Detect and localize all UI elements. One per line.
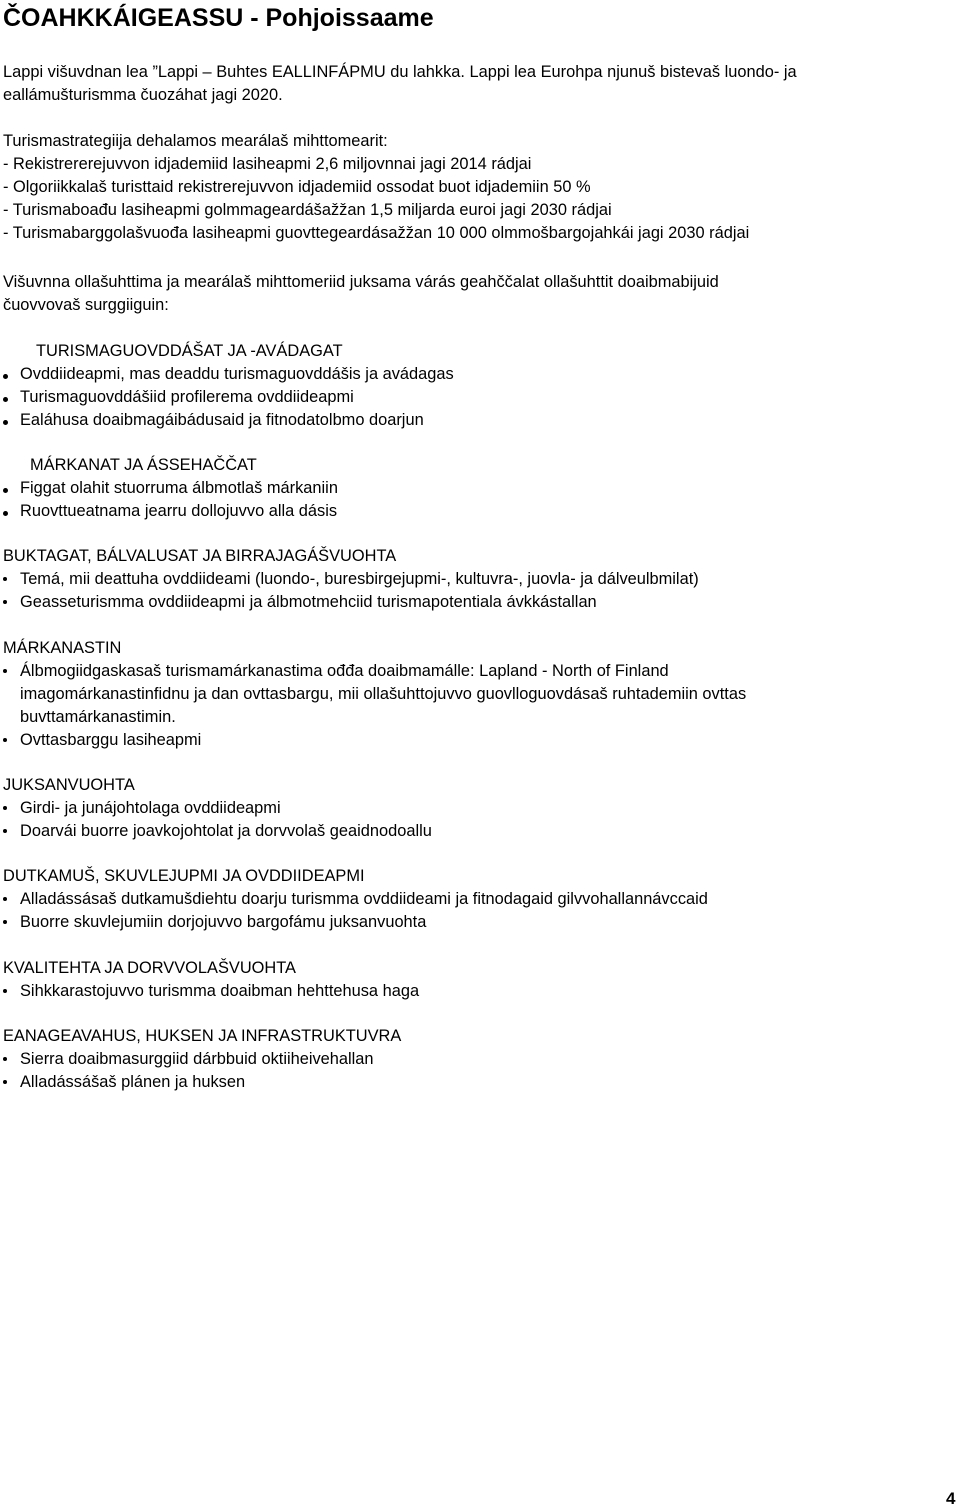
bullet-icon [3,374,8,379]
vision-line: Višuvnna ollašuhttima ja mearálaš mihttomeriid juksama várás geahččalat ollašuhttit doaibmabijuid [3,273,719,291]
bullet-icon [3,577,7,581]
intro-line: eallámušturismma čuozáhat jagi 2020. [3,86,283,104]
list-item: Geasseturismma ovddiideapmi ja álbmotmehciid turismapotentiala ávkkástallan [0,591,955,614]
bullet-icon [3,488,8,493]
list-item: Figgat olahit stuorruma álbmotlaš márkaniin [0,477,955,500]
section-title-products: BUKTAGAT, BÁLVALUSAT JA BIRRAJAGÁŠVUOHTA [3,547,397,565]
bullet-icon [3,806,7,810]
bullet-icon [3,897,7,901]
section-list-research [0,888,955,934]
bullet-icon [3,920,7,924]
list-item: Alladássásaš dutkamušdiehtu doarju turismma ovddiideami ja fitnodagaid gilvvohallannávccaid [0,888,955,911]
intro-paragraph [3,61,953,107]
bullet-icon [3,829,7,833]
section-list-tourism-centres [0,363,955,432]
strategy-goals [3,130,953,245]
document-title: ČOAHKKÁIGEASSU - Pohjoissaame [3,4,434,32]
section-title-accessibility: JUKSANVUOHTA [3,776,135,794]
vision-line: čuovvovaš surggiiguin: [3,296,169,314]
list-item: Girdi- ja junájohtolaga ovddiideapmi [0,797,955,820]
section-list-accessibility [0,797,955,843]
strategy-goal: - Turismaboađu lasiheapmi golmmageardášažžan 1,5 miljarda euroi jagi 2030 rádjai [3,201,612,219]
section-list-marketing [0,660,955,752]
list-item: Turismaguovddášiid profilerema ovddiideapmi [0,386,955,409]
strategy-heading: Turismastrategiija dehalamos mearálaš mihttomearit: [3,132,388,150]
bullet-icon [3,511,8,516]
section-title-research: DUTKAMUŠ, SKUVLEJUPMI JA OVDDIIDEAPMI [3,867,365,885]
bullet-icon [3,669,7,673]
list-item: Temá, mii deattuha ovddiideami (luondo-, buresbirgejupmi-, kultuvra-, juovla- ja dálveulbmilat) [0,568,955,591]
list-item: Buorre skuvlejumiin dorjojuvvo bargofámu juksanvuohta [0,911,955,934]
section-list-markets [0,477,955,523]
section-title-markets: MÁRKANAT JA ÁSSEHAČČAT [30,456,257,474]
page-number: 4 [946,1489,956,1508]
bullet-icon [3,420,8,425]
vision-paragraph [3,271,953,317]
strategy-goal: - Olgoriikkalaš turisttaid rekistrerejuvvon idjademiid ossodat buot idjademiin 50 % [3,178,591,196]
bullet-icon [3,1057,7,1061]
list-item: Alladássášaš plánen ja huksen [0,1071,955,1094]
section-title-tourism-centres: TURISMAGUOVDDÁŠAT JA -AVÁDAGAT [36,342,343,360]
list-item: Ealáhusa doaibmagáibádusaid ja fitnodatolbmo doarjun [0,409,955,432]
section-title-quality: KVALITEHTA JA DORVVOLAŠVUOHTA [3,959,296,977]
strategy-goal: - Rekistrererejuvvon idjademiid lasiheapmi 2,6 miljovnnai jagi 2014 rádjai [3,155,532,173]
list-item: Álbmogiidgaskasaš turismamárkanastima ođđa doaibmamálle: Lapland - North of Finland imagomárkanastinfidnu ja dan ovttasbargu, mii ollašuhttojuvvo guovlloguovdásaš ruhtademiin ovttas buvttamárkanastimin. [0,660,955,729]
bullet-icon [3,397,8,402]
bullet-icon [3,989,7,993]
bullet-icon [3,600,7,604]
section-list-products [0,568,955,614]
list-item: Sihkkarastojuvvo turismma doaibman hehttehusa haga [0,980,955,1003]
list-item: Ovttasbarggu lasiheapmi [0,729,955,752]
section-title-marketing: MÁRKANASTIN [3,639,122,657]
section-list-land-use [0,1048,955,1094]
bullet-icon [3,1080,7,1084]
list-item: Doarvái buorre joavkojohtolat ja dorvvolaš geaidnodoallu [0,820,955,843]
bullet-icon [3,738,7,742]
section-list-quality [0,980,955,1003]
section-title-land-use: EANAGEAVAHUS, HUKSEN JA INFRASTRUKTUVRA [3,1027,402,1045]
list-item: Ruovttueatnama jearru dollojuvvo alla dásis [0,500,955,523]
list-item: Sierra doaibmasurggiid dárbbuid oktiiheivehallan [0,1048,955,1071]
strategy-goal: - Turismabarggolašvuođa lasiheapmi guovttegeardásažžan 10 000 olmmošbargojahkái jagi 2030 rádjai [3,224,750,242]
intro-line: Lappi višuvdnan lea ”Lappi – Buhtes EALLINFÁPMU du lahkka. Lappi lea Eurohpa njunuš bistevaš luondo- ja [3,63,797,81]
list-item: Ovddiideapmi, mas deaddu turismaguovddášis ja avádagas [0,363,955,386]
